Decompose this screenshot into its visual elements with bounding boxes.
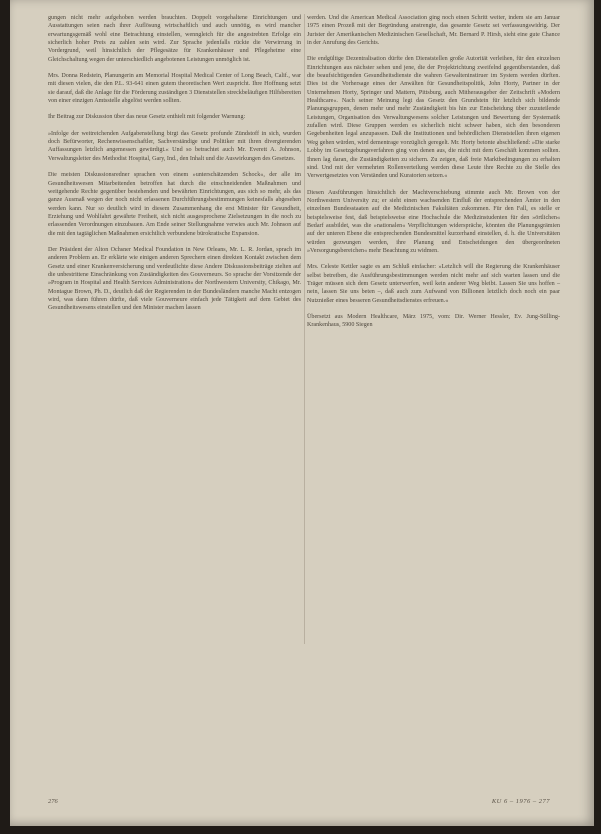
paragraph: Die endgültige Dezentralisation dürfte den Dienststellen große Autorität verleihen, für den einzelnen Einrichtungen aus nächster sehen und jene, die der Projektrichtung zweifelnd gegenüberstanden, daß die beaufsichtigenden Gesundheitsdienste die wahren Gewalteninstiruer im System werden dürften. Dies ist die Vorhersage eines der Anwälten für Gesundheitspolitik, John Horty, Partner in der Unternehmen Horty, Springer und Mattern, Pittsburg, auch Mitherausgeber der Zeitschrift »Modern Healthcare«. Nach seiner Meinung legt das Gesetz den Grundstein für letzlich sich bildende Planungsgruppen, denen mehr und mehr Zuständigkeit bis hin zur Entscheidung über zuzuteilende Leistungen, Organisation des Verwaltungwesens solcher Leistungen und Bewertung der Systematik zufallen wird. Diese Gruppen werden es sicherlich nicht schwer haben, sich den besonderen Gegebenheiten legal anzupassen. Daß die Institutionen und behördlichen Dienststellen ihren eigenen Weg gehen würden, wird dementrage vorzüglich geregelt. Mr. Horty betonte abschließend: »Die starke Lobby im Gesetzgebungsverfahren ging von denen aus, die nicht mit dem Geschäft kommen sollten. Ihnen lag daran, die Zuständigkeiten zu sichern. Zu zeigen, daß freie Marktbedingungen zu erhalten sind. Und mit der vermehrten Rollenverteilung werden diese Leute ihre Rechte zu die Stelle des Verwertgesetztes von Verständen und Kuratorien setzen.« <box>307 56 560 180</box>
page-footer-journal: KU 6 – 1976 – 277 <box>491 798 550 805</box>
page-number-left: 276 <box>48 798 58 805</box>
paragraph: Die meisten Diskussionsredner sprachen von einem »unterschätzenden Schock«, der alle im Gesundheitswesen Mitarbeitenden betroffen hat durch die einschneidenden Maßnahmen und weitgehende Rechte gegenüber bestehenden und bewährten Einrichtungen, aus sich so mehr, als das ganze Ausmaß wegen der noch nicht erlassenen Durchführungsbestimmungen keinesfalls abgesehen werden kann. Nur so deutlich wird in diesem Zusammenhang die erst Minister für Gesundheit, Erziehung und Wohlfahrt gewährte Freiheit, sich nicht ausgesprochene Zielsetzungen in die noch zu erlassenden Verordnungen einzubauen. Am Ende seiner Stellungnahme verwies auch Mr. Johnson auf die mit den tagtäglichen Maßnahmen ersichtlich verbundene bürokratische Expansion. <box>48 172 301 237</box>
quote-paragraph: Mrs. Celeste Kettler sagte es am Schluß einfacher: »Letzlich will die Regierung die Krankenhäuser selbst betreiben, die Ausführungsbestimmungen werden nicht mehr auf sich warten lassen und die Träger müssen sich dem Gesetz unterwerfen, weil kein anderer Weg bleibt. Lassen Sie uns hoffen – nein, lassen Sie uns beten –, daß auch zum Aufwand von Billionen letztlich doch noch ein paar Nutznießer eines besseren Gesundheitsdienstes erfreuen.« <box>307 264 560 304</box>
paragraph: Diesen Ausführungen hinsichtlich der Machtverschiebung stimmte auch Mr. Brown von der Northwestern University zu; er sieht einen wachsenden Einfluß der entsprechenden Ämter in den einzelnen Bundesstaaten auf die Medizinischen Fakultäten zukommen. Für den Fall, es stelle er beispielsweise fest, daß beispielsweise eine Hochschule die Medizinstudenten für den »örtlichen« Bedarf ausbildet, was die »nationalen« Verpflichtungen widerspräche, könnten die Planungsgrämien auf der unteren Ebene die entsprechenden Bundesmittel kurzerhand einstellen, d. h. die Universitäten würden gezwungen werden, ihre Planung und Entscheidungen den übergeordneten »Versorgungsbereichen« mehr Beachtung zu widmen. <box>307 189 560 254</box>
paragraph: gungen nicht mehr aufgehoben werden brauchten. Doppelt vorgehaltene Einrichtungen und Ausstattungen seien nach ihrer Auflösung wirtschaftlich und auch unnötig, es wird mancher erwartungsgemäß wohl eine Betrachtung einstellen, wenngleich für die angestrebten Erfolge ein sicherlich hoher Preis zu zahlen sein wird. Zur Sprache jedenfalls rückte die Verwirrung in Vordergrund, weil hinsichtlich der Pflegesätze für Krankenhäuser und Pflegeheime eine Gleichschaltung wegen der unterschiedlich angebotenen Leistungen unmöglich ist. <box>48 15 301 63</box>
document-page <box>10 0 594 826</box>
left-column <box>48 14 301 313</box>
paragraph: Der Präsident der Alton Ochsner Medical Foundation in New Orleans, Mr. L. R. Jordan, sprach im anderen Problem an. Er erklärte wie einigen anderen Sprechern einen direkten Kontakt zwischen dem Gesetz und einer Krankenversicherung und verdeutlichte diese Andere Diskussionsbeiträge zielten auf die unbestrittene Einschränkung von Zuständigkeiten des Gouverneurs. So sprache der Vorsitzende der »Program in Hospital and Health Services Administration« der Northwestern University, Chikago, Mr. Montague Brown, Ph. D., deutlich daß der Regierenden in der Bundesländern manche Macht entzogen wird, was dann führen dürfte, daß viele Gouverneure einfach jede Tätigkeit auf dem Gebiet des Gesundheitswesens einstellen und den Minister machen lassen <box>48 246 301 312</box>
column-divider <box>304 14 305 644</box>
quote-paragraph: »Infolge der weitreichenden Aufgabenstellung birgt das Gesetz profunde Zündstoff in sich, wurden doch Befürworter, Rechenwissenschaftler, Sachverständige und Politiker mit ihren divergierenden Auffassungen letzlich angemessen gewürdigt.« Und so betrachtet auch Mr. Everett A. Johnson, Verwaltungsleiter des Methodist Hospital, Gary, Ind., den Inhalt und die Auswirkungen des Gesetzes. <box>48 130 301 162</box>
paragraph: Mrs. Donna Redstein, Planungerin am Memorial Hospital Medical Center of Long Beach, Calif., war mit diesen vielen, die den P.L. 93-641 einen gutem theoretischen Wert zuspricht. Ihre Hoffnung setzt sie darauf, daß die Anlage für die Förderung zuständigen 3 Dienststellen streckbeläufigen Hilfsbereiten von einer einzigen Amtsstelle abgelöst werden sollten. <box>48 73 301 105</box>
paragraph: werden. Und die American Medical Association ging noch einen Schritt weiter, indem sie am Januar 1975 einen Prozeß mit der Begründung anstrengte, das gesamte Gesetz sei verfassungswidrig. Der Jurister der Amerikanischen Medizinischen Gesellschaft, Mr. Bernard P. Hirsh, sieht eine gute Chance in der Anrufung des Gerichts. <box>307 15 560 47</box>
right-column <box>307 14 560 330</box>
source-note: Übersetzt aus Modern Healthcare, März 1975, vom: Dir. Werner Hessler, Ev. Jung-Stilling-Krankenhaus, 5900 Siegen <box>307 314 560 329</box>
paragraph: Ihr Beitrag zur Diskussion über das neue Gesetz enthielt mit folgender Warnung: <box>48 114 246 121</box>
